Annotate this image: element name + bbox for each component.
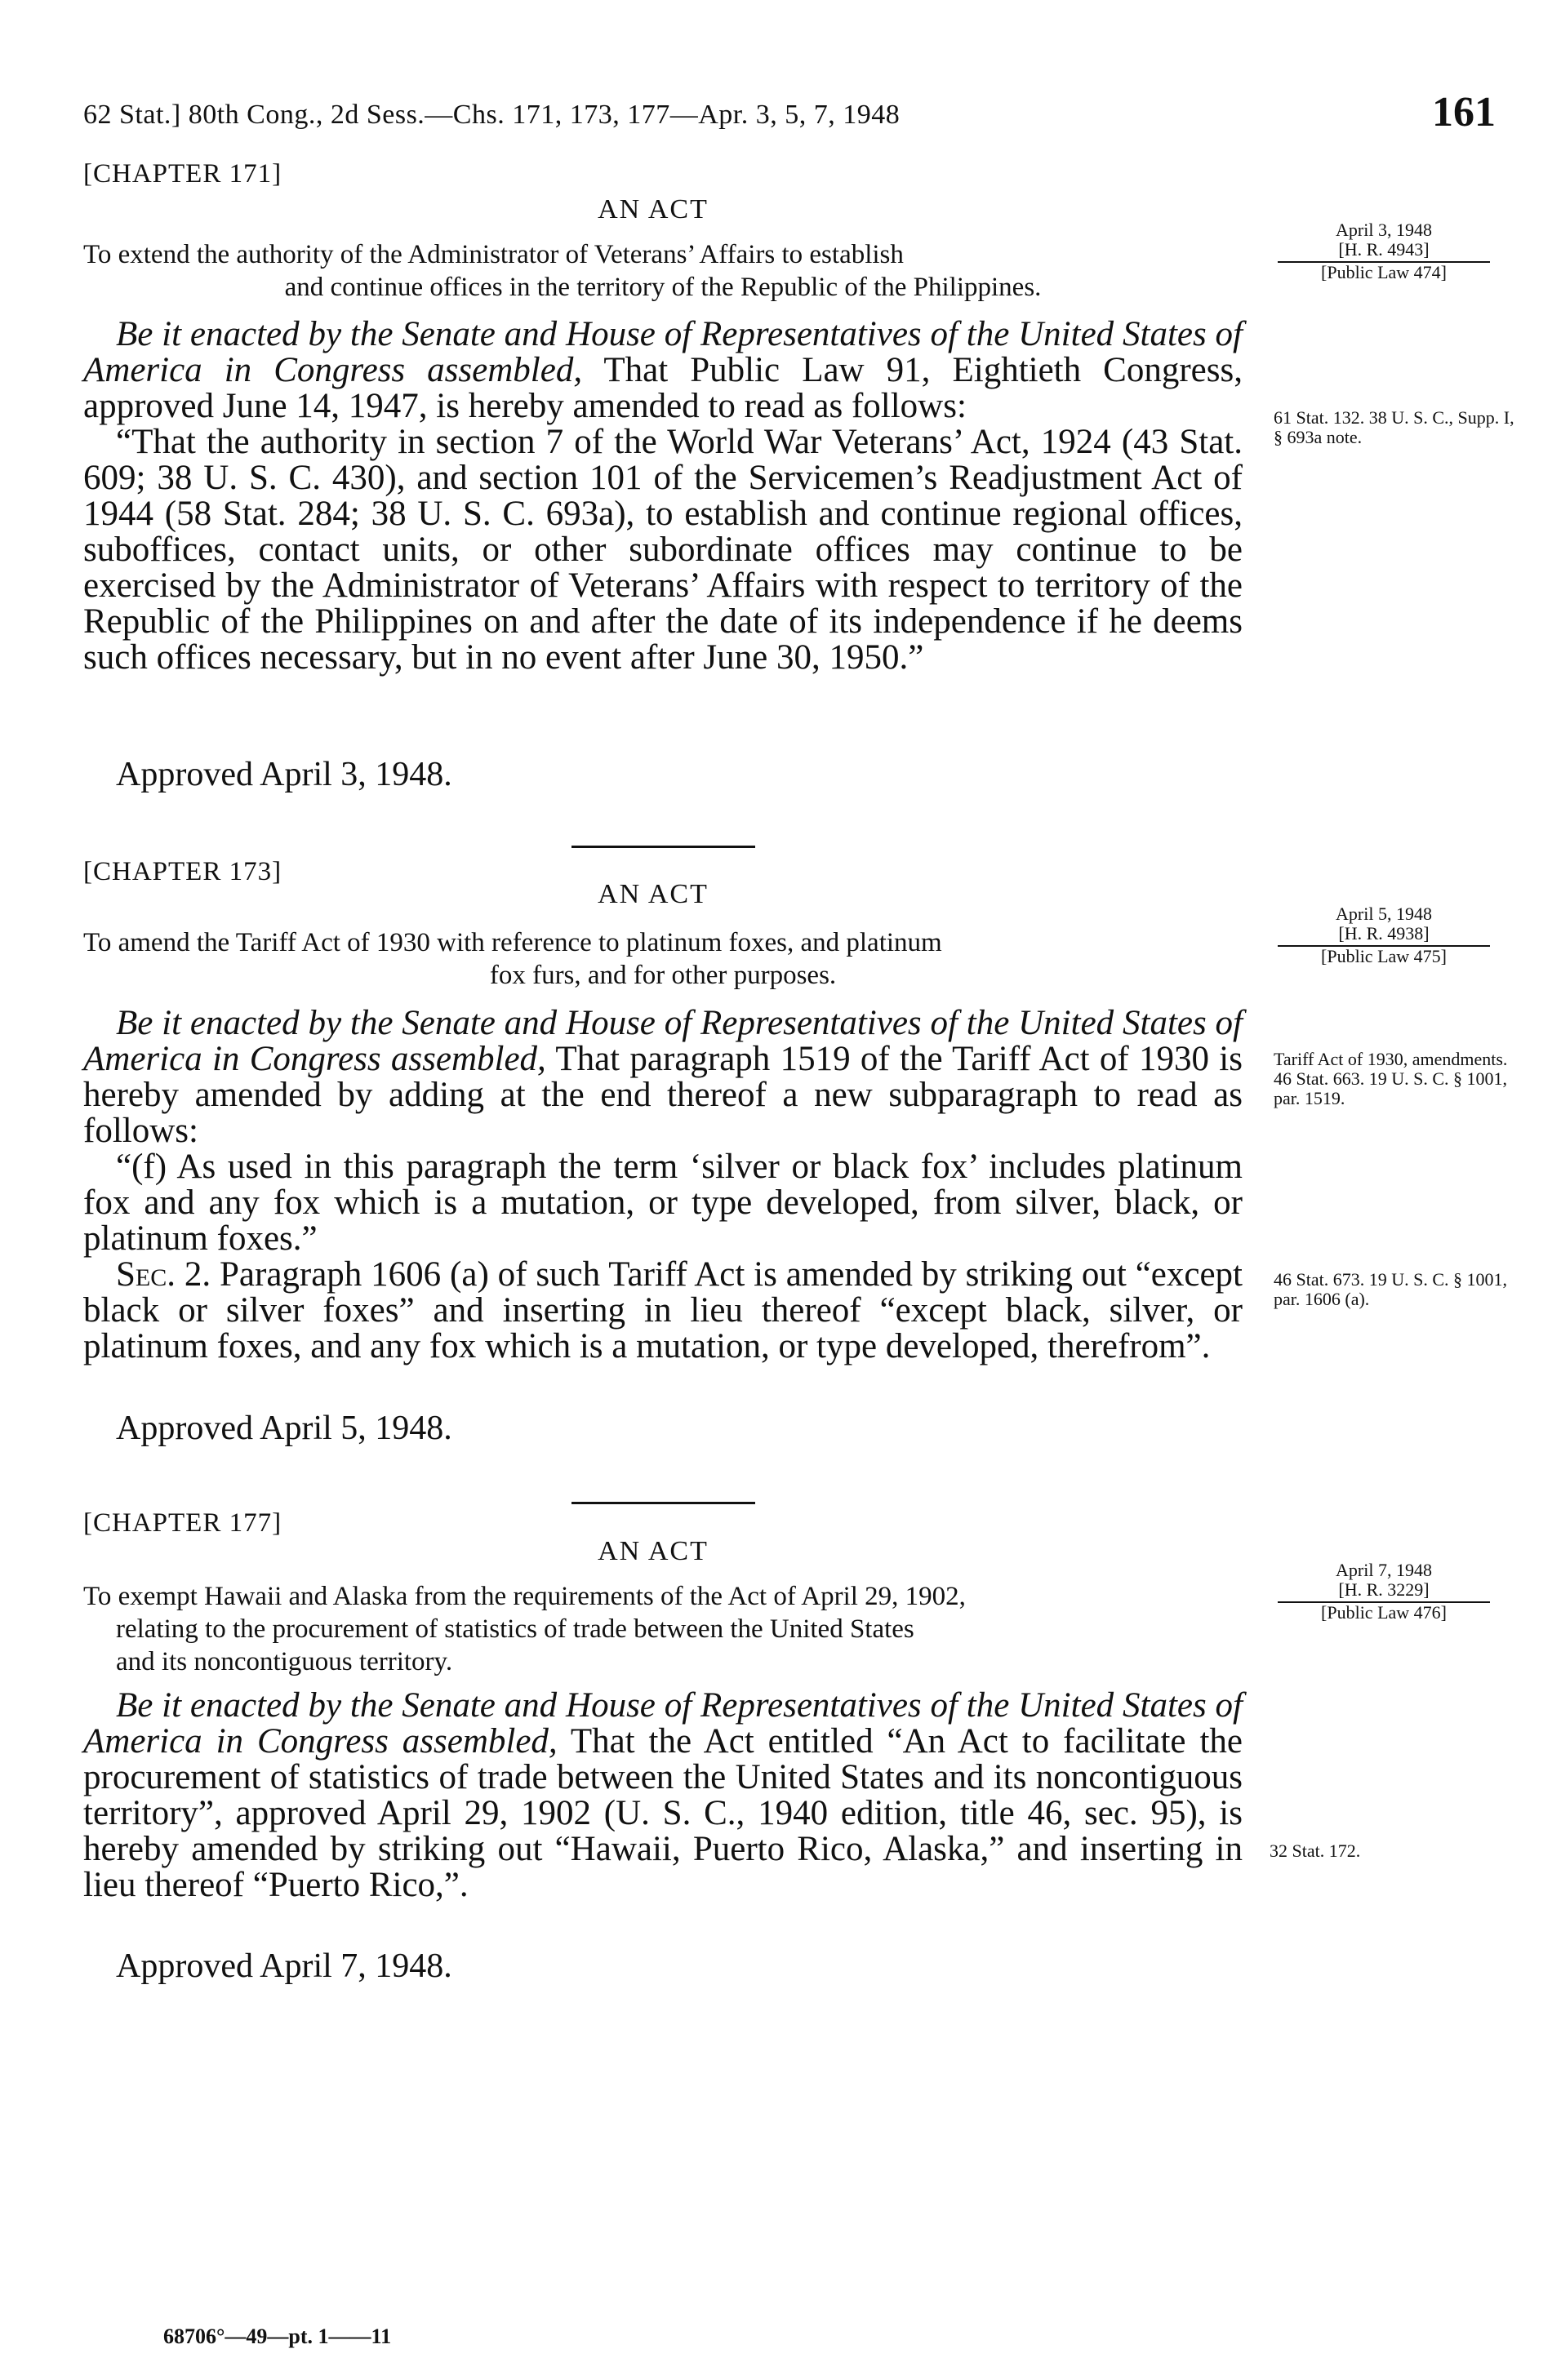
chapter-171-enacting-clause: Be it enacted by the Senate and House of Representatives of the United States of America in Congress assembled, (83, 315, 1243, 389)
page-number: 161 (1432, 89, 1496, 135)
chapter-177-title-line2: relating to the procurement of statistics of trade between the United States (116, 1614, 914, 1644)
chapter-171-an-act: AN ACT (598, 194, 709, 224)
chapter-173-margin-note-2: 46 Stat. 673. 19 U. S. C. § 1001, par. 1606 (a). (1274, 1269, 1508, 1309)
chapter-173-body-text3: Paragraph 1606 (a) of such Tariff Act is amended by striking out “except black or silver foxes” and inserting in lieu thereof “except black, silver, or platinum foxes, and any fox which is a mutation, or type developed, therefrom”. (83, 1255, 1243, 1365)
chapter-173-title (83, 926, 1243, 992)
chapter-171-public-law: [Public Law 474] (1321, 262, 1447, 282)
chapter-173-body (83, 1006, 1243, 1365)
chapter-171-body (83, 317, 1243, 676)
separator-rule (571, 846, 755, 848)
chapter-177-body-text1: That the Act entitled “An Act to facilitate the procurement of statistics of trade between the United States and its noncontiguous territory”, approved April 29, 1902 (U. S. C., 1940 edition, title 46, sec. 95), is hereby amended by striking out “Hawaii, Puerto Rico, Alaska,” and inserting in lieu thereof “Puerto Rico,”. (83, 1722, 1243, 1904)
chapter-171-sidebar (1278, 220, 1490, 282)
separator-rule (571, 1502, 755, 1504)
chapter-173-title-line2: fox furs, and for other purposes. (489, 961, 837, 990)
chapter-177-enacting-clause: Be it enacted by the Senate and House of Representatives of the United States of America in Congress assembled, (83, 1686, 1243, 1761)
chapter-171-body-text2: “That the authority in section 7 of the World War Veterans’ Act, 1924 (43 Stat. 609; 38 U. S. C. 430), and section 101 of the Servicemen’s Readjustment Act of 1944 (58 Stat. 284; 38 U. S. C. 693a), to establish and continue regional offices, suboffices, contact units, or other subordinate offices may continue to be exercised by the Administrator of Veterans’ Affairs with respect to territory of the Republic of the Philippines on and after the date of its independence if he deems such offices necessary, but in no event after June 30, 1950.” (83, 423, 1243, 677)
chapter-173-date: April 5, 1948 (1336, 904, 1432, 924)
chapter-171-approved: Approved April 3, 1948. (116, 756, 452, 793)
chapter-177-public-law: [Public Law 476] (1321, 1602, 1447, 1623)
chapter-177-body (83, 1688, 1243, 1903)
chapter-171-margin-note: 61 Stat. 132. 38 U. S. C., Supp. I, § 693a note. (1274, 407, 1514, 447)
chapter-171-body-text1: That Public Law 91, Eightieth Congress, approved June 14, 1947, is hereby amended to read as follows: (83, 351, 1243, 425)
chapter-173-section-label: Sec. 2. (116, 1255, 211, 1294)
chapter-171-bill: [H. R. 4943] (1278, 240, 1490, 263)
chapter-177-title-line1: To exempt Hawaii and Alaska from the requirements of the Act of April 29, 1902, (83, 1582, 966, 1611)
printer-footer: 68706°—49—pt. 1——11 (163, 2324, 392, 2348)
chapter-173-sidebar (1278, 904, 1490, 966)
chapter-173-bill: [H. R. 4938] (1278, 924, 1490, 947)
chapter-177-title (83, 1580, 1243, 1678)
chapter-177-margin-note: 32 Stat. 172. (1270, 1841, 1361, 1861)
chapter-177-approved: Approved April 7, 1948. (116, 1947, 452, 1985)
chapter-171-date: April 3, 1948 (1336, 220, 1432, 240)
chapter-173-margin-note-1: Tariff Act of 1930, amendments. 46 Stat. 663. 19 U. S. C. § 1001, par. 1519. (1274, 1049, 1508, 1108)
chapter-173-body-text1: That paragraph 1519 of the Tariff Act of 1930 is hereby amended by adding at the end thereof a new subparagraph to read as follows: (83, 1040, 1243, 1150)
chapter-177-an-act: AN ACT (598, 1536, 709, 1566)
chapter-173-label: [CHAPTER 173] (83, 857, 282, 886)
chapter-173-enacting-clause: Be it enacted by the Senate and House of Representatives of the United States of America in Congress assembled, (83, 1004, 1243, 1078)
chapter-177-title-line3: and its noncontiguous territory. (116, 1647, 453, 1676)
chapter-173-an-act: AN ACT (598, 879, 709, 909)
chapter-177-label: [CHAPTER 177] (83, 1508, 282, 1538)
running-header: 62 Stat.] 80th Cong., 2d Sess.—Chs. 171, 173, 177—Apr. 3, 5, 7, 1948 (83, 100, 901, 130)
chapter-177-bill: [H. R. 3229] (1278, 1580, 1490, 1603)
chapter-171-title (83, 238, 1243, 304)
chapter-171-label: [CHAPTER 171] (83, 159, 282, 189)
chapter-177-sidebar (1278, 1561, 1490, 1623)
chapter-173-public-law: [Public Law 475] (1321, 946, 1447, 966)
chapter-173-body-text2: “(f) As used in this paragraph the term ‘silver or black fox’ includes platinum fox and any fox which is a mutation, or type developed, from silver, black, or platinum foxes.” (83, 1148, 1243, 1258)
chapter-173-approved: Approved April 5, 1948. (116, 1410, 452, 1447)
chapter-171-title-line1: To extend the authority of the Administrator of Veterans’ Affairs to establish (83, 240, 904, 269)
chapter-177-date: April 7, 1948 (1336, 1560, 1432, 1580)
chapter-171-title-line2: and continue offices in the territory of the Republic of the Philippines. (284, 273, 1042, 302)
chapter-173-title-line1: To amend the Tariff Act of 1930 with reference to platinum foxes, and platinum (83, 928, 942, 957)
